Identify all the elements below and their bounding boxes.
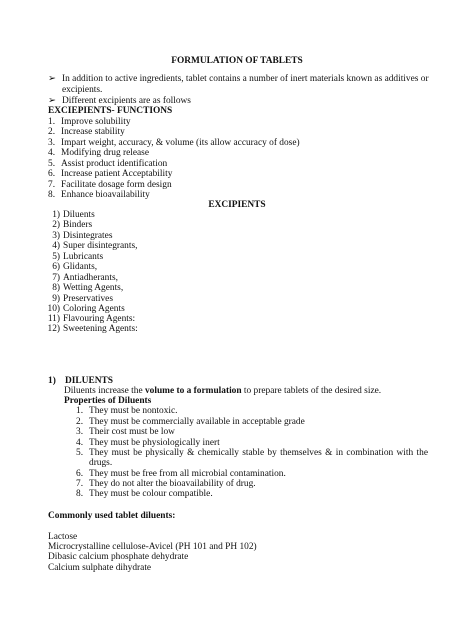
- properties-heading: Properties of Diluents: [64, 396, 152, 406]
- common-diluent-item: Lactose: [48, 532, 78, 542]
- property-item: 8. They must be colour compatible.: [76, 489, 213, 499]
- property-item: 5. They must be physically & chemically stable by themselves & in combination with the drugs.: [76, 448, 428, 469]
- excipients-heading: EXCIPIENTS: [208, 200, 266, 210]
- common-diluent-item: Microcrystalline cellulose-Avicel (PH 101 and PH 102): [48, 542, 257, 552]
- arrow-bullet-icon: ➢: [48, 96, 56, 106]
- function-item: 3. Impart weight, accuracy, & volume (its allow accuracy of dose): [48, 138, 300, 148]
- page-title: FORMULATION OF TABLETS: [171, 56, 303, 66]
- function-item: 7. Facilitate dosage form design: [48, 180, 172, 190]
- function-item: 2. Increase stability: [48, 127, 125, 137]
- excipient-item: 3) Disintegrates: [52, 231, 113, 241]
- property-item: 3. Their cost must be low: [76, 427, 175, 437]
- excipient-item: 4) Super disintegrants,: [52, 241, 138, 251]
- function-item: 8. Enhance bioavailability: [48, 190, 150, 200]
- functions-heading: EXCIEPIENTS- FUNCTIONS: [48, 106, 173, 116]
- excipient-item: 11) Flavouring Agents:: [47, 314, 136, 324]
- property-item: 6. They must be free from all microbial contamination.: [76, 469, 286, 479]
- excipient-item: 6) Glidants,: [52, 262, 98, 272]
- property-item: 1. They must be nontoxic.: [76, 406, 178, 416]
- property-item: 2. They must be commercially available in acceptable grade: [76, 417, 305, 427]
- excipient-item: 7) Antiadherants,: [52, 273, 118, 283]
- excipient-item: 1) Diluents: [52, 210, 95, 220]
- common-diluent-item: Dibasic calcium phosphate dehydrate: [48, 552, 189, 562]
- diluents-description: Diluents increase the volume to a formulation to prepare tablets of the desired size.: [64, 386, 382, 396]
- function-item: 4. Modifying drug release: [48, 148, 149, 158]
- arrow-bullet-icon: ➢: [48, 74, 56, 84]
- function-item: 5. Assist product identification: [48, 159, 168, 169]
- common-diluent-item: Calcium sulphate dihydrate: [48, 563, 152, 573]
- property-item: 4. They must be physiologically inert: [76, 438, 220, 448]
- excipient-item: 10) Coloring Agents: [47, 304, 125, 314]
- common-diluents-heading: Commonly used tablet diluents:: [48, 511, 176, 521]
- excipient-item: 5) Lubricants: [52, 252, 104, 262]
- excipient-item: 2) Binders: [52, 220, 93, 230]
- excipient-item: 12) Sweetening Agents:: [47, 324, 138, 334]
- excipient-item: 8) Wetting Agents,: [52, 283, 124, 293]
- function-item: 6. Increase patient Acceptability: [48, 169, 173, 179]
- intro-bullet-1: ➢ In addition to active ingredients, tablet contains a number of inert materials known as additives or: [48, 74, 429, 84]
- function-item: 1. Improve solubility: [48, 117, 131, 127]
- property-item: 7. They do not alter the bioavailability of drug.: [76, 479, 256, 489]
- excipient-item: 9) Preservatives: [52, 294, 113, 304]
- intro-bullet-1-cont: excipients.: [62, 85, 103, 95]
- intro-bullet-2: ➢ Different excipients are as follows: [48, 96, 191, 106]
- diluents-heading: 1) DILUENTS: [48, 376, 113, 386]
